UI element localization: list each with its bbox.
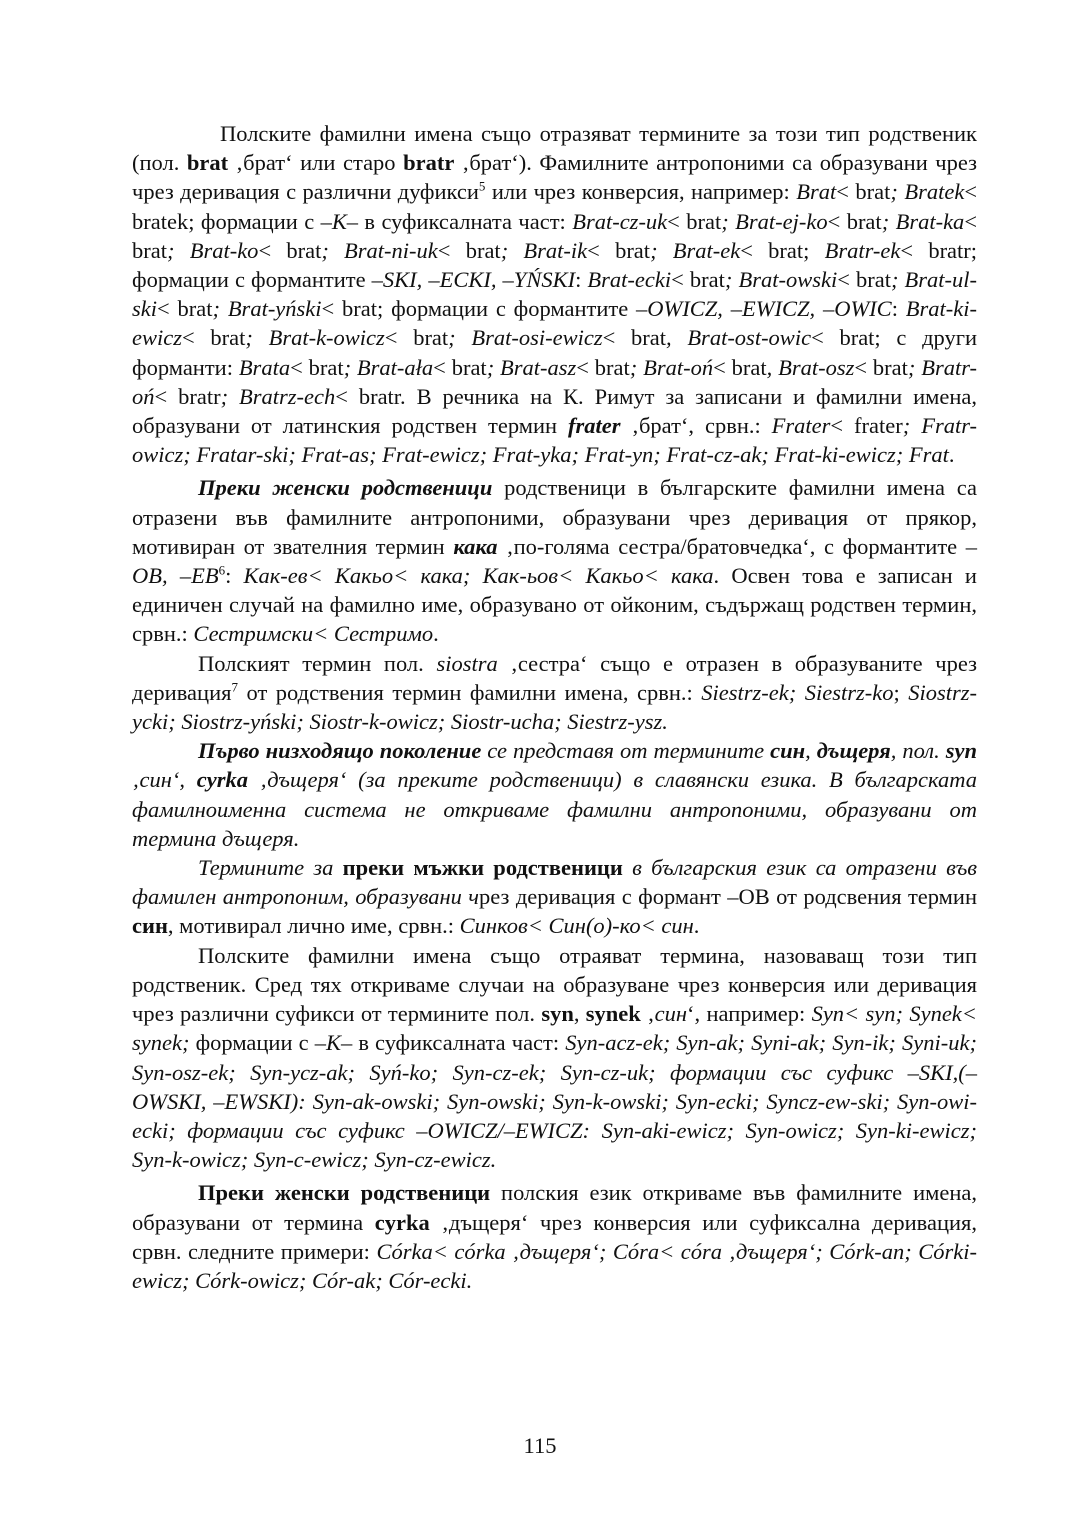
example: ; Bratr-oń xyxy=(132,354,978,409)
text: < brat xyxy=(182,325,246,351)
term: син xyxy=(132,913,168,939)
text: . xyxy=(693,913,700,939)
text: < brat xyxy=(437,237,501,263)
example: Siestrz-ek; Siestrz-ko xyxy=(701,679,894,705)
example: ; Brat-ko xyxy=(166,237,259,263)
text: < brat xyxy=(602,325,666,351)
text: Термините за xyxy=(198,855,343,881)
example: Frater xyxy=(771,413,831,439)
example: ; Brat-ni-uk xyxy=(321,237,438,263)
text: < brat xyxy=(157,296,213,322)
text: , пол. xyxy=(890,738,946,764)
text: < frater xyxy=(830,413,903,439)
text: Полските фамилни имена също отразяват термините за този тип родственик (пол. xyxy=(132,121,977,176)
example: Bratr-ek xyxy=(824,237,901,263)
term: cyrka xyxy=(196,767,248,793)
footnote-ref: 6 xyxy=(218,562,226,578)
term: brat xyxy=(186,150,229,176)
text: ‚брат‘ или старо xyxy=(228,150,404,176)
paragraph-2 xyxy=(132,473,977,648)
text: < brat xyxy=(854,354,908,380)
text: или чрез конверсия, например: xyxy=(485,179,797,205)
text: < brat xyxy=(671,267,725,293)
example: ; Brat-osi-ewicz xyxy=(448,325,603,351)
text: ‚дъщеря‘ (за преките родственици) в славянски езика. В българската фамилноименна система не откриваме фамилни антропоними, образувани от термина дъщеря. xyxy=(132,767,977,851)
text: ‚брат‘, срвн.: xyxy=(620,413,772,439)
footnote-ref: 5 xyxy=(478,178,486,194)
text: < brat xyxy=(827,208,882,234)
paragraph-5 xyxy=(132,853,977,941)
term: дъщеря xyxy=(816,738,891,764)
example: Синков< Син(о)-ко< син xyxy=(459,913,694,939)
example: Syn< syn; Synek< synek; xyxy=(132,1001,977,1056)
text: < brat xyxy=(290,354,344,380)
text: < brat xyxy=(576,354,630,380)
text: , мотивирал лично име, срвн.: xyxy=(167,913,460,939)
example: Как-ев< Какьо< кака; Как-ьов< Какьо< кака xyxy=(243,563,714,589)
example: ; Bratek xyxy=(890,179,965,205)
text: < brat xyxy=(836,179,891,205)
text: . Освен това е записан и единичен случай на фамилно име, образувано от ойконим, съдържащ родствен термин, срвн.: xyxy=(132,563,977,647)
text: . xyxy=(948,442,955,468)
term: syn xyxy=(945,738,977,764)
text: < brat xyxy=(258,237,322,263)
example: ; Brat-ik xyxy=(500,237,588,263)
text: ‚сестра‘ също е отразен в образуваните чрез деривация xyxy=(132,650,977,705)
paragraph-4 xyxy=(132,736,977,853)
text: , xyxy=(805,738,817,764)
text: ‚брат‘). Фамилните антропоними са образувани чрез чрез деривация с различни дуфикси xyxy=(132,150,977,205)
example: Brat-ecki xyxy=(587,267,672,293)
suffix: –К– xyxy=(314,1030,353,1056)
example: ; Brat-owski xyxy=(724,267,838,293)
term: siostra xyxy=(436,650,498,676)
text: ‚ xyxy=(640,1001,655,1027)
section-heading: Преки женски родственици xyxy=(198,475,493,501)
suffix: –ОВ, –ЕВ xyxy=(132,533,977,589)
page-number: 115 xyxy=(523,1433,557,1458)
text: ‚по-голяма сестра/братовчедка‘, с формантите xyxy=(497,533,966,559)
text: < bratek; формации с xyxy=(132,179,978,234)
text: , xyxy=(573,1001,586,1027)
paragraph-1 xyxy=(132,119,977,469)
text: < brat xyxy=(384,325,449,351)
text: от родствения термин фамилни имена, срвн.: xyxy=(237,679,702,705)
example: Brat-cz-uk xyxy=(572,208,668,234)
example: Syn-acz-ek; Syn-ak; Syni-ak; Syn-ik; Syni-uk; Syn-osz-ek; Syn-ycz-ak; Syń-ko; Syn-cz-ek; Syn-cz-uk; формации със суфикс –SKI,(–OWSKI, –EWSKI): Syn-ak-owski; Syn-owski; Syn-k-owski; Syn-ecki; Syncz-ew-ski; Syn-owi-ecki; формации със суфикс –OWICZ/–EWICZ: Syn-aki-ewicz; Syn-owicz; Syn-ki-ewicz; Syn-k-owicz; Syn-c-ewicz; Syn-cz-ewicz. xyxy=(132,1030,977,1173)
example: ; Brat-asz xyxy=(486,354,577,380)
example: ; Brat-yński xyxy=(212,296,322,322)
text: : xyxy=(891,296,906,322)
text: Полските фамилни имена също отраяват термина, назоваващ този тип родственик. Сред тях откриваме случаи на образуване чрез конверсия или деривация чрез различни суфикси от термините пол. xyxy=(132,942,977,1027)
term: cyrka xyxy=(374,1209,430,1235)
text: ‚син‘, xyxy=(132,767,197,793)
text: < brat xyxy=(713,354,767,380)
example: ; Brat-k-owicz xyxy=(245,325,385,351)
text: рез деривация с формант –ОВ от родсвения термин xyxy=(479,884,977,910)
suffix: –SKI, –ECKI, –YŃSKI xyxy=(371,267,576,293)
example: ; Bratrz-ech xyxy=(220,383,336,409)
text: < bratr; формации с формантите xyxy=(132,237,978,293)
example: ; Brat-ej-ko xyxy=(721,208,828,234)
example: ; Brat-ek xyxy=(650,237,741,263)
text: формации с xyxy=(189,1030,315,1056)
example: Brat-ki-ewicz xyxy=(132,296,977,351)
example: ; Brat-ul-ski xyxy=(132,267,978,322)
text: ‘, например: xyxy=(687,1001,812,1027)
section-heading: Първо низходящо поколение xyxy=(198,738,482,764)
text: : xyxy=(225,563,244,589)
text: . xyxy=(433,621,439,647)
paragraph-3 xyxy=(132,649,977,737)
section-heading: Преки женски родственици xyxy=(198,1180,491,1206)
text: < brat xyxy=(433,354,487,380)
text: < brat xyxy=(587,237,651,263)
text: се представя от термините xyxy=(481,738,771,764)
term: син xyxy=(654,1001,688,1027)
section-heading: преки мъжки родственици xyxy=(342,855,623,881)
text: < brat; xyxy=(740,237,825,263)
example: , Brat-ost-owic xyxy=(665,325,812,351)
term: син xyxy=(770,738,806,764)
text: в българския език са отразени във фамилен антропоним, образувани ч xyxy=(132,855,978,910)
example: ; Brat-oń xyxy=(629,354,714,380)
example: Siostrz-ycki; Siostrz-yński; Siostr-k-owicz; Siostr-ucha; Siestrz-ysz. xyxy=(132,679,977,735)
suffix: –OWICZ, –EWICZ, –OWIC xyxy=(636,296,892,322)
text: полския език откриваме във фамилните имена, образувани от термина xyxy=(132,1180,977,1235)
text: < bratr. В речника на К. Римут за записани и фамилни имена, образувани от латинския родствен термин xyxy=(132,383,977,439)
example: ; Brat-ka xyxy=(881,208,965,234)
text: в суфиксалната част: xyxy=(352,1030,566,1056)
text: < brat xyxy=(132,208,978,263)
example: Córka< córka ‚дъщеря‘; Córa< córa ‚дъщеря‘; Córk-an; Córki-ewicz; Córk-owicz; Cór-ak; Cór-ecki. xyxy=(132,1238,977,1293)
document-page xyxy=(132,119,977,1295)
footnote-ref: 7 xyxy=(231,679,238,695)
term: кака xyxy=(453,533,498,559)
text: < brat xyxy=(837,267,891,293)
text: < bratr xyxy=(154,383,221,409)
paragraph-6 xyxy=(132,941,977,1175)
text: ‚дъщеря‘ чрез конверсия или суфиксална деривация, срвн. следните примери: xyxy=(132,1209,977,1264)
term: syn xyxy=(541,1001,574,1027)
text: < brat; формации с формантите xyxy=(321,296,637,322)
example: , Brat-osz xyxy=(766,354,855,380)
example: Brata xyxy=(238,354,291,380)
text: родственици в българските фамилни имена са отразени във фамилните антропоними, образувани чрез деривация от прякор, мотивиран от звателния термин xyxy=(132,475,977,559)
example: Сестримски< Сестримо xyxy=(193,621,434,647)
text: Полският термин пол. xyxy=(198,650,437,676)
paragraph-7 xyxy=(132,1178,977,1295)
text: < brat; с други форманти: xyxy=(132,325,977,380)
example: Brat xyxy=(796,179,837,205)
example: ; Fratr-owicz; Fratar-ski; Frat-as; Frat-ewicz; Frat-yka; Frat-yn; Frat-cz-ak; Frat-ki-ewicz; Frat xyxy=(132,413,977,468)
term: bratr xyxy=(403,150,455,176)
suffix: –К– xyxy=(320,208,359,234)
term: synek xyxy=(585,1001,641,1027)
text: : xyxy=(575,267,588,293)
text: < brat xyxy=(667,208,722,234)
example: ; Brat-ała xyxy=(343,354,434,380)
text: ; xyxy=(893,679,909,705)
term: frater xyxy=(568,413,621,439)
text: в суфиксалната част: xyxy=(358,208,573,234)
